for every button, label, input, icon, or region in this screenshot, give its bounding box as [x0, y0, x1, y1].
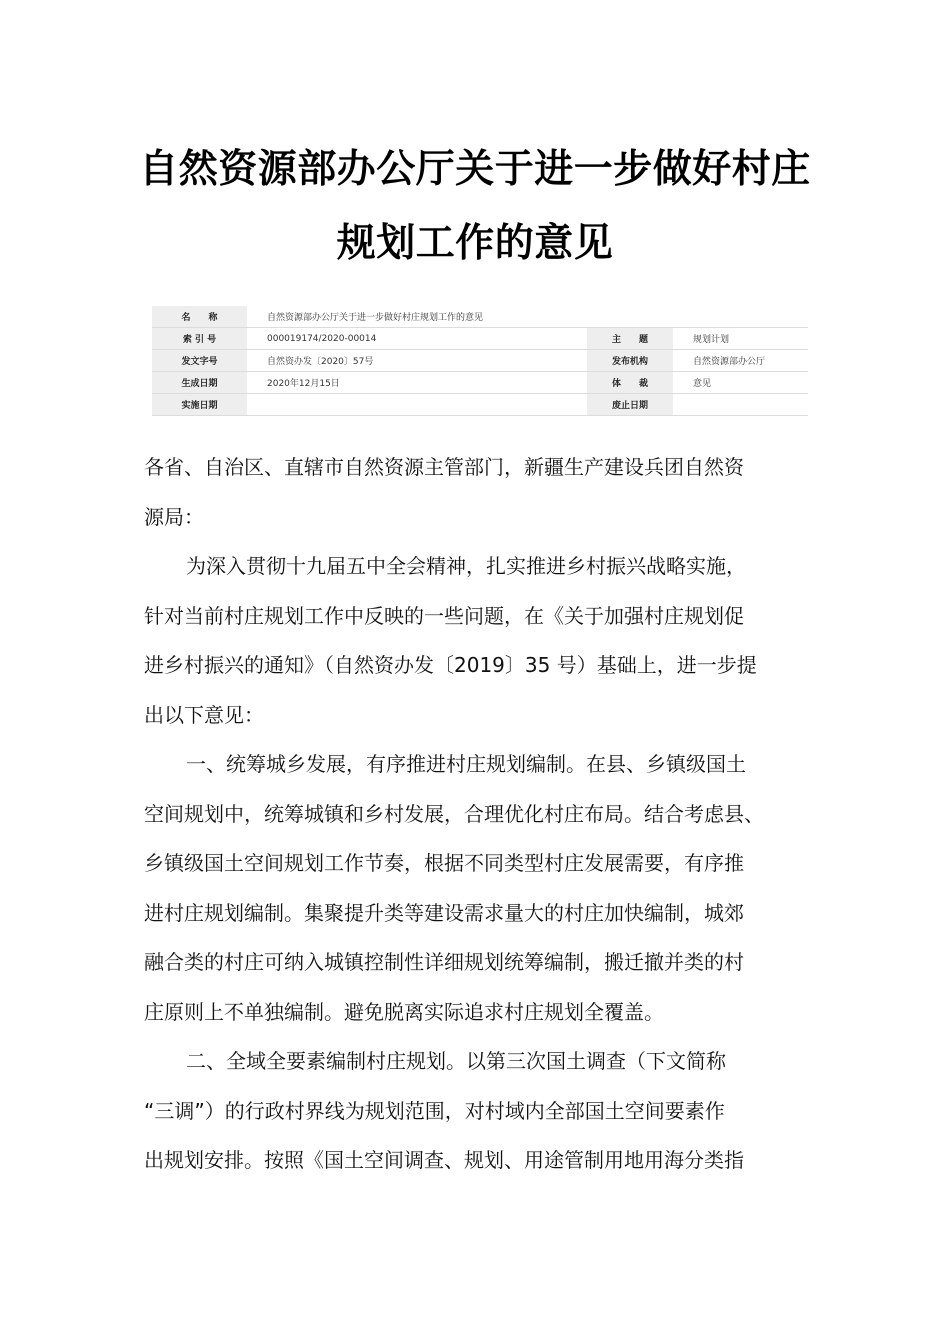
- genre-label: 体 裁: [587, 372, 673, 394]
- paragraph-line: 乡镇级国土空间规划工作节奏，根据不同类型村庄发展需要，有序推: [144, 851, 744, 875]
- metadata-row-name: [152, 306, 808, 328]
- expiry-date-value: [673, 394, 808, 416]
- genre-value: 意见: [673, 372, 808, 394]
- expiry-date-label: 废止日期: [587, 394, 673, 416]
- doc-number-value: 自然资办发〔2020〕57号: [247, 350, 587, 372]
- effective-date-value: [247, 394, 587, 416]
- paragraph-intro: [144, 542, 812, 740]
- doc-number-label: 发文字号: [152, 350, 247, 372]
- paragraph-line: 为深入贯彻十九届五中全会精神，扎实推进乡村振兴战略实施，: [186, 554, 746, 578]
- paragraph-line: 进村庄规划编制。集聚提升类等建设需求量大的村庄加快编制，城郊: [144, 900, 744, 925]
- salutation-line: 各省、自治区、直辖市自然资源主管部门，新疆生产建设兵团自然资: [144, 455, 744, 479]
- paragraph-line: 针对当前村庄规划工作中反映的一些问题，在《关于加强村庄规划促: [144, 603, 744, 628]
- publisher-value: 自然资源部办公厅: [673, 350, 808, 372]
- theme-label: 主 题: [587, 328, 673, 350]
- publisher-label: 发布机构: [587, 350, 673, 372]
- salutation-line: 源局：: [144, 504, 204, 529]
- index-value: 000019174/2020-00014: [247, 328, 587, 350]
- paragraph-line: 出以下意见：: [144, 702, 264, 727]
- paragraph-line: “三调”）的行政村界线为规划范围，对村域内全部国土空间要素作: [144, 1098, 725, 1123]
- paragraph-line: 融合类的村庄可纳入城镇控制性详细规划统筹编制，搬迁撤并类的村: [144, 950, 744, 974]
- index-label: 索 引 号: [152, 328, 247, 350]
- name-label: 名 称: [152, 306, 247, 328]
- date-label: 生成日期: [152, 372, 247, 394]
- date-value: 2020年12月15日: [247, 372, 587, 394]
- paragraph-section-1: [144, 740, 812, 1037]
- metadata-row-date: [152, 372, 808, 394]
- metadata-row-docno: [152, 350, 808, 372]
- effective-date-label: 实施日期: [152, 394, 247, 416]
- paragraph-line: 二、全域全要素编制村庄规划。以第三次国土调查（下文简称: [186, 1049, 726, 1073]
- metadata-row-effective: [152, 394, 808, 416]
- metadata-table: [152, 306, 808, 416]
- paragraph-line: 庄原则上不单独编制。避免脱离实际追求村庄规划全覆盖。: [144, 999, 664, 1024]
- paragraph-line: 出规划安排。按照《国土空间调查、规划、用途管制用地用海分类指: [144, 1148, 744, 1172]
- theme-value: 规划计划: [673, 328, 808, 350]
- title-line-2: 规划工作的意见: [336, 221, 614, 266]
- name-value: 自然资源部办公厅关于进一步做好村庄规划工作的意见: [247, 306, 808, 328]
- salutation: [144, 443, 812, 542]
- paragraph-section-2: [144, 1037, 812, 1186]
- paragraph-line: 空间规划中，统筹城镇和乡村发展，合理优化村庄布局。结合考虑县、: [144, 801, 764, 826]
- title-line-1: 自然资源部办公厅关于进一步做好村庄: [139, 147, 811, 192]
- paragraph-line: 进乡村振兴的通知》（自然资办发〔2019〕35 号）基础上，进一步提: [144, 653, 757, 677]
- document-body: [144, 443, 812, 1186]
- metadata-row-index: [152, 328, 808, 350]
- paragraph-line: 一、统筹城乡发展，有序推进村庄规划编制。在县、乡镇级国土: [186, 752, 746, 776]
